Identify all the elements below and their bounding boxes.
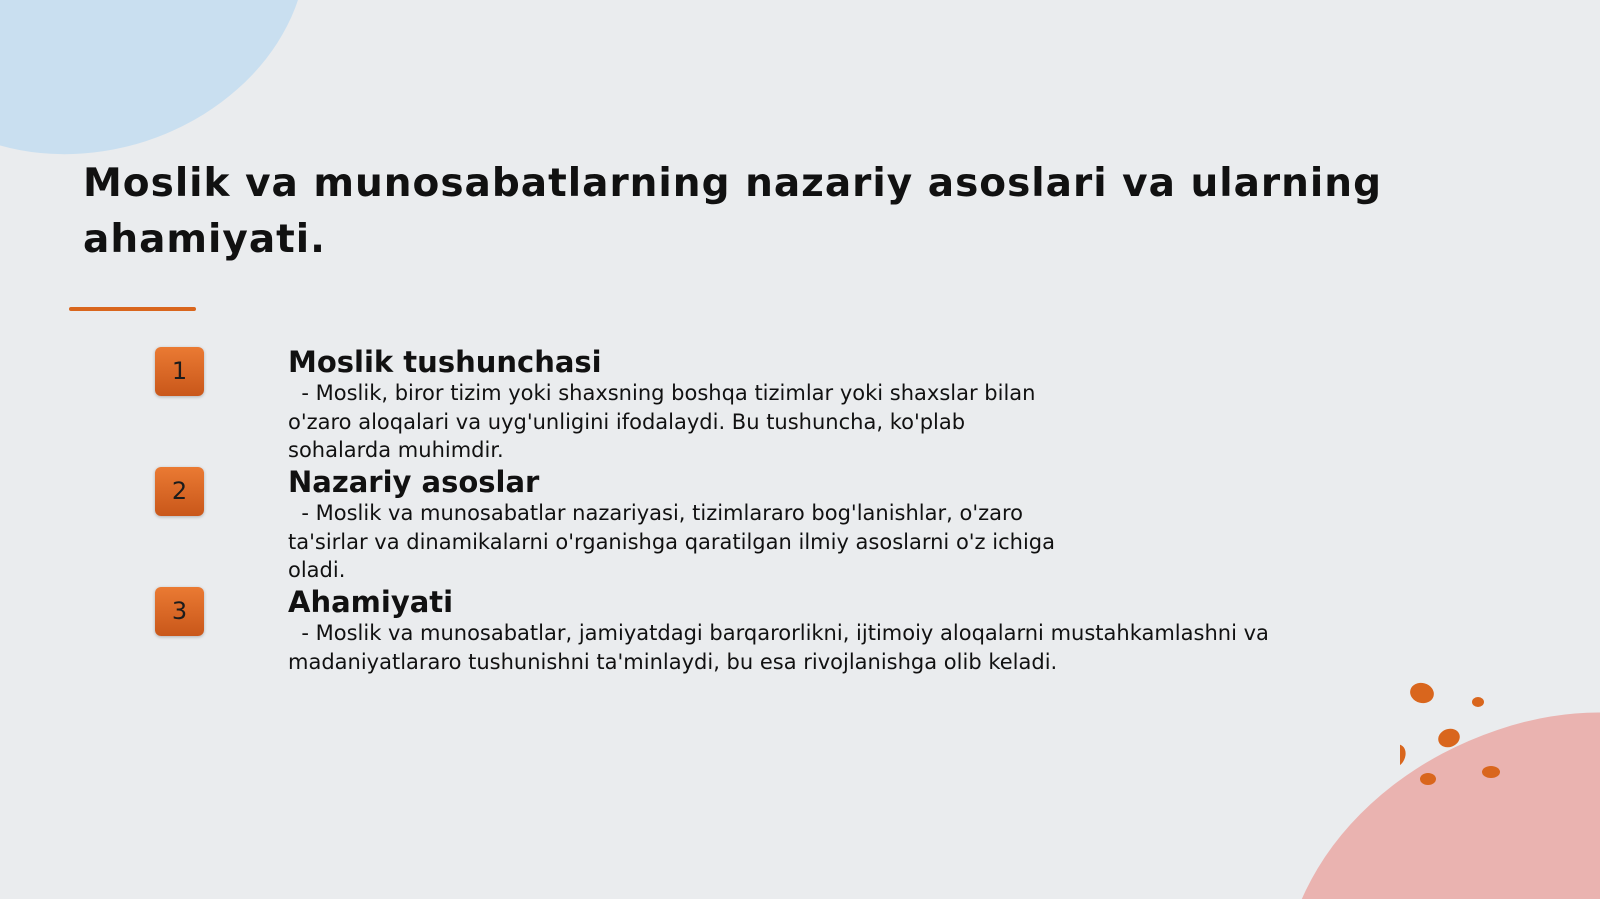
item-text: - Moslik va munosabatlar nazariyasi, tizimlararo bog'lanishlar, o'zaro ta'sirlar va dinamikalarni o'rganishga qaratilgan ilmiy asoslarni o'z ichiga oladi. (288, 501, 1055, 582)
number-badge: 1 (155, 347, 204, 396)
item-heading: Moslik tushunchasi (288, 345, 602, 379)
number-badge: 3 (155, 587, 204, 636)
slide-title: Moslik va munosabatlarning nazariy asoslari va ularning ahamiyati. (83, 161, 1382, 262)
number-badge: 2 (155, 467, 204, 516)
item-heading: Nazariy asoslar (288, 465, 540, 499)
decorative-dots (1400, 675, 1540, 795)
item-text: - Moslik va munosabatlar, jamiyatdagi barqarorlikni, ijtimoiy aloqalarni mustahkamlashni va madaniyatlararo tushunishni ta'minlaydi, bu esa rivojlanishga olib keladi. (288, 621, 1269, 674)
item-text: - Moslik, biror tizim yoki shaxsning boshqa tizimlar yoki shaxslar bilan o'zaro aloqalari va uyg'unligini ifodalaydi. Bu tushuncha, ko'plab sohalarda muhimdir. (288, 381, 1036, 462)
item-heading: Ahamiyati (288, 585, 454, 619)
title-underline (69, 307, 196, 311)
